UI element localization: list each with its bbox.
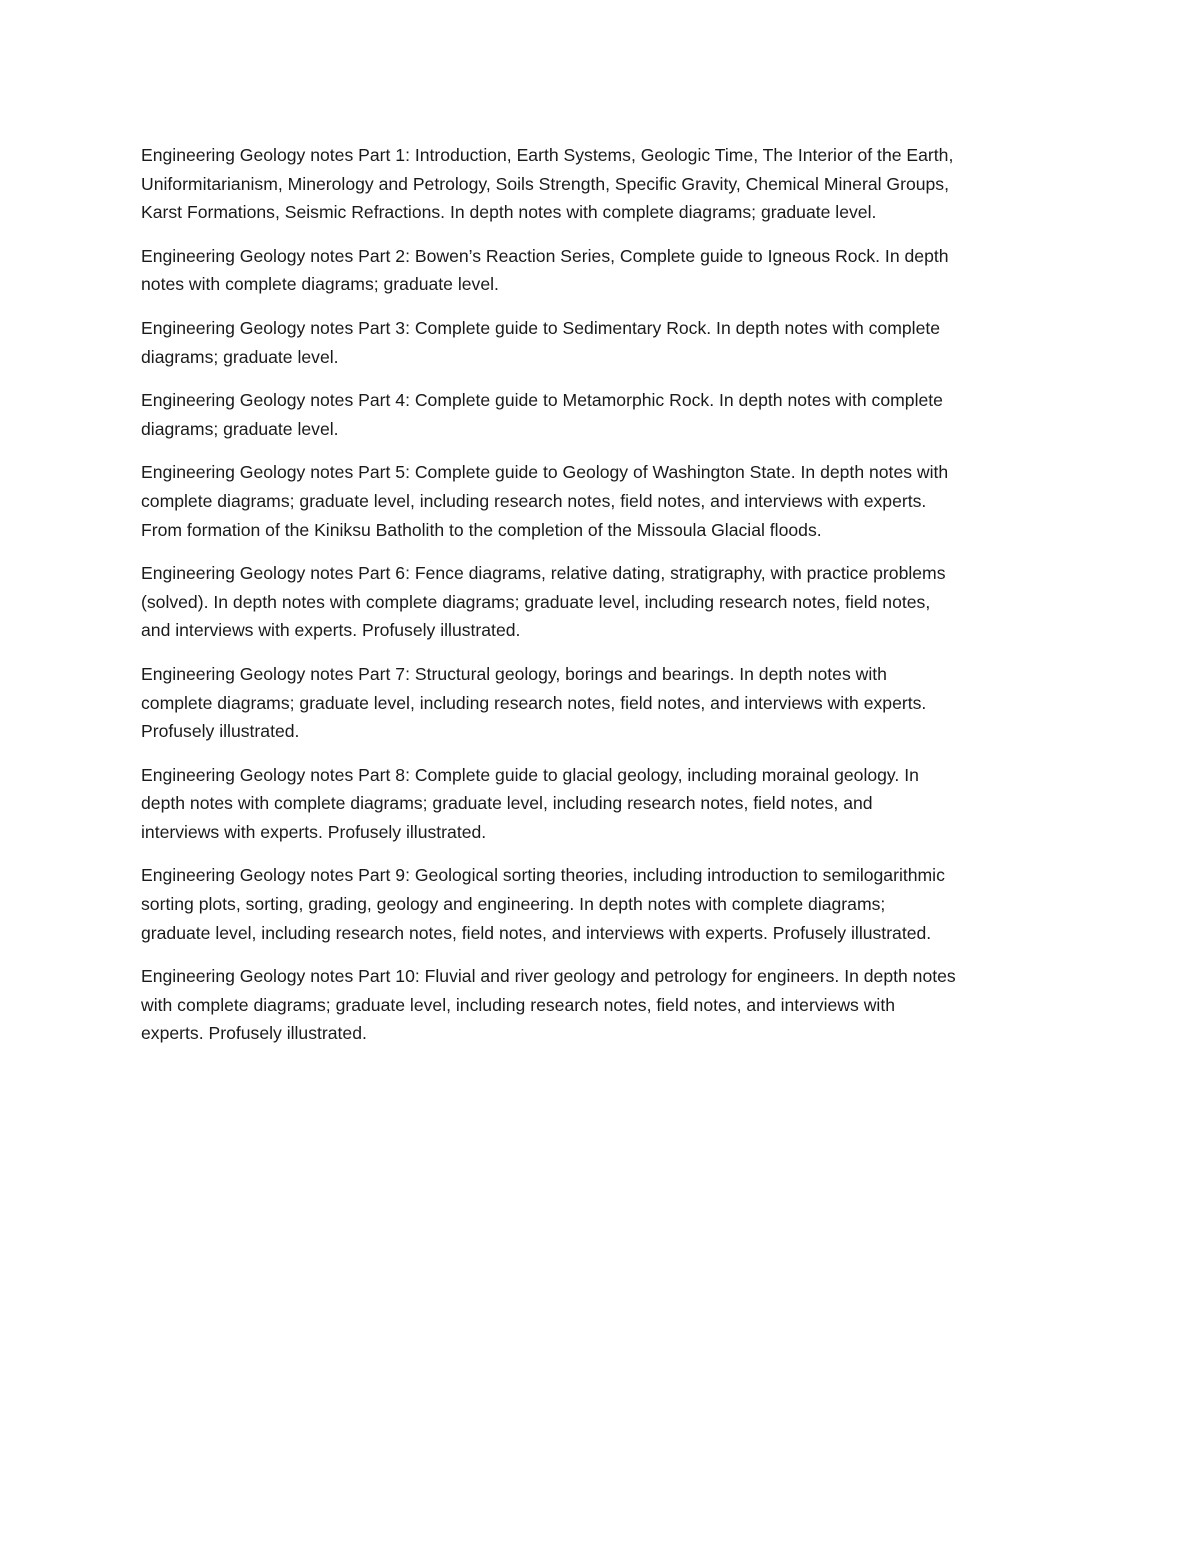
paragraph-part-9 <box>141 861 1061 947</box>
paragraph-line: with complete diagrams; graduate level, including research notes, field notes, and interviews with <box>141 994 895 1015</box>
paragraph-part-5 <box>141 458 1061 544</box>
paragraph-part-10 <box>141 962 1061 1048</box>
paragraph-part-1 <box>141 141 1061 227</box>
paragraph-line: Engineering Geology notes Part 9: Geological sorting theories, including introduction to semilogarithmic <box>141 865 945 886</box>
document-body <box>141 141 1061 1063</box>
paragraph-line: Profusely illustrated. <box>141 721 300 742</box>
paragraph-line: Uniformitarianism, Minerology and Petrology, Soils Strength, Specific Gravity, Chemical Mineral Groups, <box>141 173 949 194</box>
paragraph-line: and interviews with experts. Profusely illustrated. <box>141 620 521 641</box>
paragraph-line: (solved). In depth notes with complete diagrams; graduate level, including research notes, field notes, <box>141 591 931 612</box>
paragraph-line: graduate level, including research notes, field notes, and interviews with experts. Profusely illustrated. <box>141 922 932 943</box>
paragraph-line: complete diagrams; graduate level, including research notes, field notes, and interviews with experts. <box>141 490 927 511</box>
paragraph-line: experts. Profusely illustrated. <box>141 1023 367 1044</box>
paragraph-part-2 <box>141 242 1061 299</box>
paragraph-part-6 <box>141 559 1061 645</box>
paragraph-line: Engineering Geology notes Part 2: Bowen’s Reaction Series, Complete guide to Igneous Rock. In depth <box>141 245 949 266</box>
paragraph-line: notes with complete diagrams; graduate level. <box>141 274 499 295</box>
paragraph-line: depth notes with complete diagrams; graduate level, including research notes, field notes, and <box>141 793 873 814</box>
paragraph-line: Engineering Geology notes Part 10: Fluvial and river geology and petrology for engineers. In depth notes <box>141 966 956 987</box>
paragraph-line: Engineering Geology notes Part 7: Structural geology, borings and bearings. In depth notes with <box>141 663 887 684</box>
paragraph-line: diagrams; graduate level. <box>141 346 339 367</box>
paragraph-line: interviews with experts. Profusely illustrated. <box>141 821 487 842</box>
paragraph-line: Engineering Geology notes Part 3: Complete guide to Sedimentary Rock. In depth notes with complete <box>141 317 941 338</box>
paragraph-line: Engineering Geology notes Part 8: Complete guide to glacial geology, including morainal geology. In <box>141 764 919 785</box>
paragraph-line: Engineering Geology notes Part 4: Complete guide to Metamorphic Rock. In depth notes with complete <box>141 390 943 411</box>
paragraph-line: Engineering Geology notes Part 6: Fence diagrams, relative dating, stratigraphy, with practice problems <box>141 563 946 584</box>
paragraph-line: complete diagrams; graduate level, including research notes, field notes, and interviews with experts. <box>141 692 927 713</box>
paragraph-part-3 <box>141 314 1061 371</box>
paragraph-part-4 <box>141 386 1061 443</box>
paragraph-line: From formation of the Kiniksu Batholith to the completion of the Missoula Glacial floods. <box>141 519 822 540</box>
paragraph-part-7 <box>141 660 1061 746</box>
paragraph-line: sorting plots, sorting, grading, geology and engineering. In depth notes with complete diagrams; <box>141 894 886 915</box>
paragraph-part-8 <box>141 761 1061 847</box>
paragraph-line: Karst Formations, Seismic Refractions. In depth notes with complete diagrams; graduate level. <box>141 202 877 223</box>
paragraph-line: diagrams; graduate level. <box>141 418 339 439</box>
paragraph-line: Engineering Geology notes Part 5: Complete guide to Geology of Washington State. In depth notes with <box>141 462 949 483</box>
paragraph-line: Engineering Geology notes Part 1: Introduction, Earth Systems, Geologic Time, The Interior of the Earth, <box>141 145 954 165</box>
